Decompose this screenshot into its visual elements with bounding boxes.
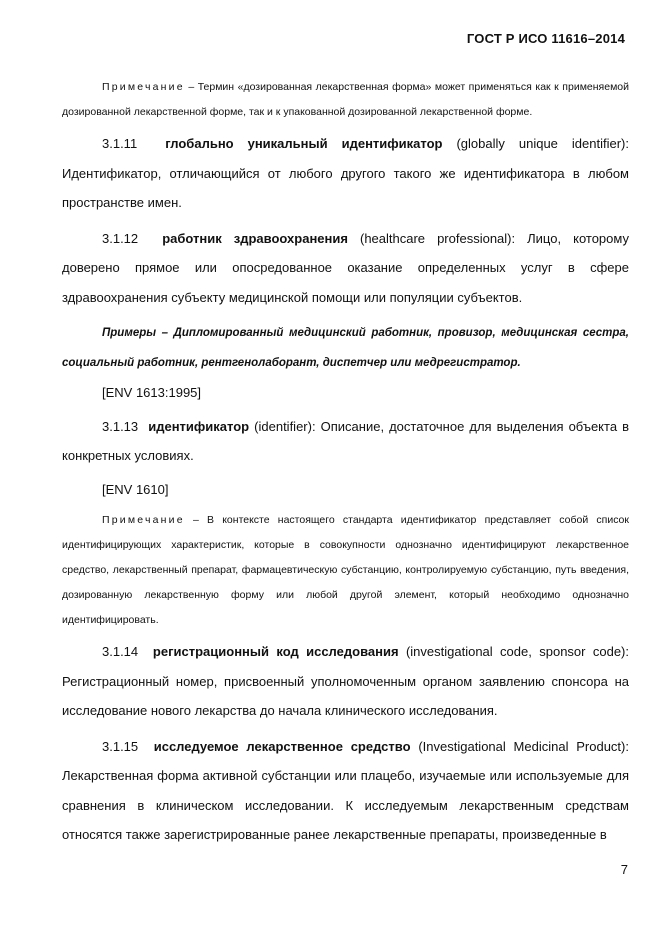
- note-text: – Термин «дозированная лекарственная форма» может применяться как к применяемой дозированной лекарственной форме, так и к упакованной дозированной лекарственной форме.: [62, 81, 629, 118]
- example-3-1-12: Примеры – Дипломированный медицинский работник, провизор, медицинская сестра, социальный работник, рентгенолаборант, диспетчер или медрегистратор.: [62, 327, 629, 369]
- term-3-1-15: [62, 732, 629, 850]
- term-3-1-14: [62, 637, 629, 726]
- term-definition: Регистрационный номер, присвоенный уполномоченным органом заявлению спонсора на исследование нового лекарства до начала клинического исследования.: [62, 673, 629, 718]
- note-label: Примечание: [102, 514, 185, 526]
- term-3-1-12: [62, 224, 629, 313]
- term-english: (healthcare professional):: [360, 230, 516, 246]
- term-english: (globally unique identifier):: [456, 136, 629, 151]
- term-number: 3.1.14: [102, 644, 139, 659]
- term-number: 3.1.12: [102, 230, 139, 246]
- note-1: [62, 75, 629, 125]
- document-header: ГОСТ Р ИСО 11616–2014: [466, 31, 625, 46]
- term-definition: Лекарственная форма активной субстанции или плацебо, изучаемые или используемые для сравнения в клиническом исследовании. К исследуемым лекарственным средствам относятся также зарегистрированные ранее лекарственные препараты, произведенные в: [62, 768, 629, 842]
- note-label: Примечание: [102, 81, 185, 93]
- page-number: 7: [620, 862, 628, 877]
- term-3-1-11: [62, 129, 629, 218]
- document-body: [62, 75, 629, 850]
- term-name: глобально уникальный идентификатор: [165, 136, 443, 151]
- reference-3-1-12: [ENV 1613:1995]: [102, 385, 202, 400]
- term-3-1-13: [62, 412, 629, 471]
- term-name: идентификатор: [148, 418, 250, 434]
- term-english: (Investigational Medicinal Product):: [418, 738, 629, 754]
- reference-3-1-13: [ENV 1610]: [102, 481, 169, 497]
- term-name: исследуемое лекарственное средство: [153, 738, 411, 754]
- note-text: – В контексте настоящего стандарта идентификатор представляет собой список идентифицирующих характеристик, которые в совокупности однозначно идентифицируют лекарственное средство, лекарственный препарат, фармацевтическую субстанцию, контролируемую субстанцию, путь введения, дозированную лекарственную форму или любой другой элемент, который необходимо однозначно идентифицировать.: [62, 514, 629, 626]
- term-name: регистрационный код исследования: [152, 644, 399, 659]
- term-definition: Идентификатор, отличающийся от любого другого такого же идентификатора в любом пространстве имен.: [62, 165, 629, 210]
- term-number: 3.1.13: [102, 418, 139, 434]
- term-english: (identifier):: [254, 418, 316, 434]
- term-definition: Описание, достаточное для выделения объекта в конкретных условиях.: [62, 418, 629, 463]
- term-english: (investigational code, sponsor code):: [405, 644, 629, 659]
- term-number: 3.1.15: [102, 738, 139, 754]
- term-name: работник здравоохранения: [162, 230, 348, 246]
- note-2: [62, 508, 629, 633]
- term-number: 3.1.11: [102, 136, 138, 151]
- term-definition: Лицо, которому доверено прямое или опосредованное оказание определенных услуг в сфере здравоохранения субъекту медицинской помощи или популяции субъектов.: [62, 230, 629, 305]
